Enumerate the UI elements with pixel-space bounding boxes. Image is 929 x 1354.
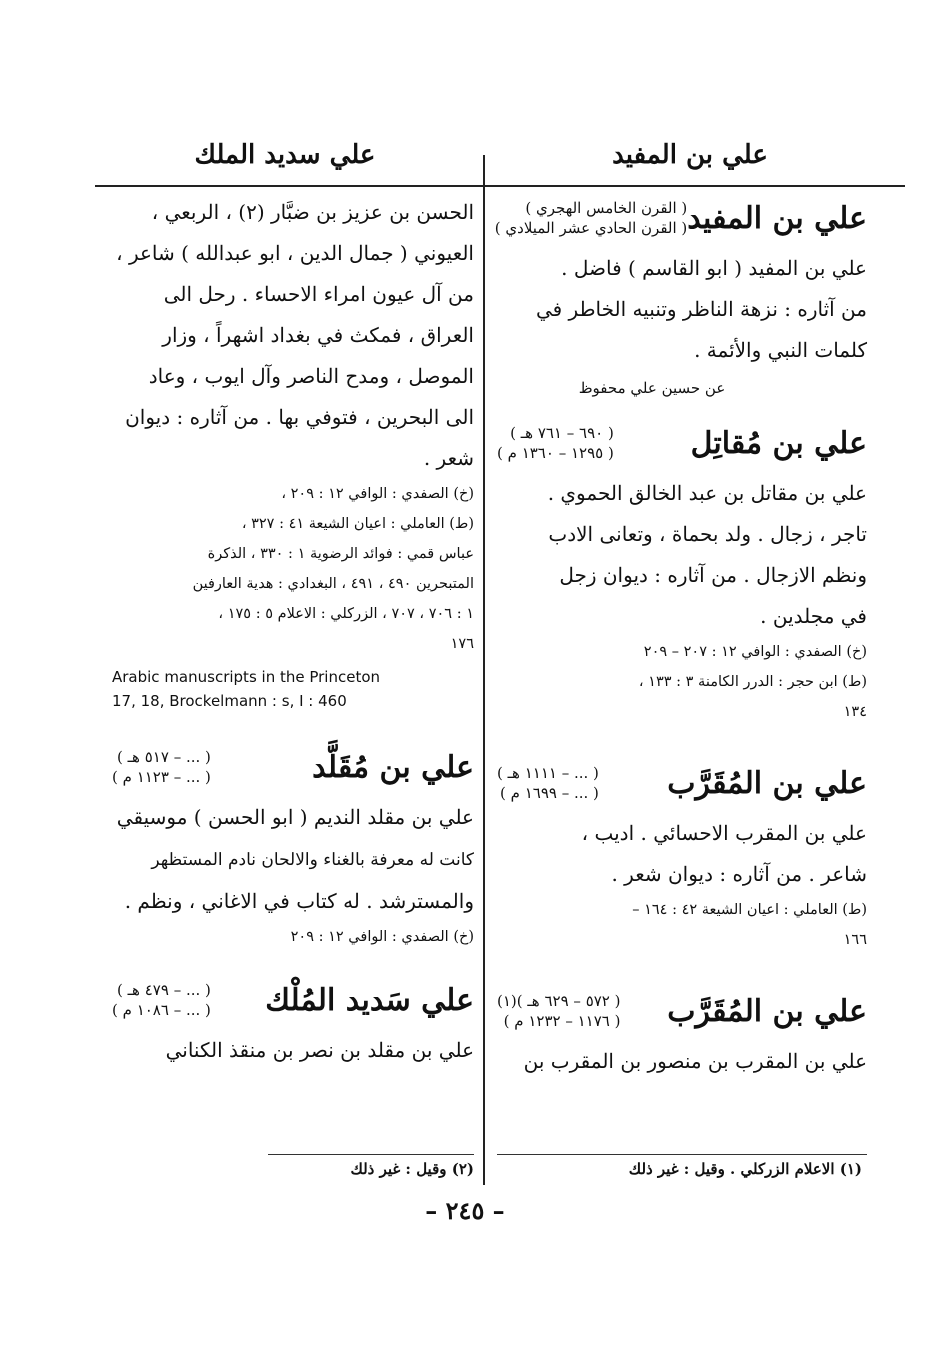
text-line: من آثاره : نزهة الناظر وتنبيه الخاطر في <box>535 297 867 321</box>
date-hijri: ( ... – ٤٧٩ هـ ) <box>117 981 211 999</box>
entry-heading <box>112 980 474 1020</box>
source-line: (ط) العاملي : اعيان الشيعة ٤٢ : ١٦٤ – <box>632 902 867 918</box>
page-number: – ٢٤٥ – <box>425 1196 505 1225</box>
spacer <box>112 952 474 974</box>
header-rule <box>95 185 905 187</box>
entry-text <box>112 797 474 922</box>
entry-author: عن حسين علي محفوظ <box>578 379 726 397</box>
date-gregorian: ( ... – ١٠٨٦ م ) <box>112 1001 211 1019</box>
source-line: ١ : ٧٠٦ ، ٧٠٧ ، الزركلي : الاعلام ٥ : ١٧٥ ، <box>218 606 474 622</box>
text-line: والمسترشد . له كتاب في الاغاني ، ونظم . <box>124 889 474 913</box>
entry-heading <box>112 747 474 787</box>
footnote-left: (٢) وقيل : غير ذلك <box>350 1160 474 1178</box>
latin-line: 17, 18, Brockelmann : s, I : 460 <box>112 692 347 710</box>
entry-text <box>112 1030 474 1071</box>
source-line: ١٣٤ <box>843 704 867 720</box>
running-header-left: علي سديد الملك <box>194 140 376 170</box>
date-gregorian: ( ١٢٩٥ – ١٣٦٠ م ) <box>497 444 614 462</box>
source-line: عباس قمي : فوائد الرضوية ١ : ٣٣٠ ، الذكرة <box>207 546 474 562</box>
text-line: العراق ، فمكث في بغداد اشهراً ، وزار <box>162 323 474 347</box>
entry-dates <box>497 763 599 803</box>
source-line: ١٧٦ <box>450 636 474 652</box>
source-line: (ط) العاملي : اعيان الشيعة ٤١ : ٣٢٧ ، <box>241 516 474 532</box>
text-line: العيوني ( جمال الدين ، ابو عبدالله ) شاعر ، <box>116 241 474 265</box>
text-line: من آل عيون امراء الاحساء . رحل الى <box>163 282 474 306</box>
date-hijri: ( ... – ٥١٧ هـ ) <box>117 748 211 766</box>
spacer <box>497 955 867 985</box>
date-gregorian: ( ... – ١١٢٣ م ) <box>112 768 211 786</box>
date-hijri: ( القرن الخامس الهجري ) <box>525 199 688 217</box>
source-line: (ط) ابن حجر : الدرر الكامنة ٣ : ١٣٣ ، <box>638 674 867 690</box>
entry-text <box>112 192 474 479</box>
entry-heading <box>497 991 867 1031</box>
entry-heading <box>494 198 867 238</box>
entry-dates <box>497 991 620 1031</box>
entry-text <box>497 813 867 895</box>
entry-sources <box>112 922 474 952</box>
entry-name: علي بن المُقَرَّب <box>667 765 867 801</box>
date-gregorian: ( ... – ١٦٩٩ م ) <box>500 784 599 802</box>
source-line: (خ) الصفدي : الوافي ١٢ : ٢٠٩ <box>290 929 474 945</box>
entry-dates <box>112 747 211 787</box>
text-line: علي بن مقلد بن نصر بن منقذ الكناني <box>165 1038 474 1062</box>
text-line: شاعر . من آثاره : ديوان شعر . <box>611 862 867 886</box>
entry-name: علي بن المُقَرَّب <box>667 993 867 1029</box>
right-column <box>494 192 867 1082</box>
text-line: ونظم الازجال . من آثاره : ديوان زجل <box>559 563 867 587</box>
entry-text <box>497 248 867 371</box>
text-line: علي بن المفيد ( ابو القاسم ) فاضل . <box>561 256 867 280</box>
text-line: كلمات النبي والأئمة . <box>694 338 867 362</box>
date-gregorian: ( ١١٧٦ – ١٢٣٢ م ) <box>503 1012 621 1030</box>
latin-sources <box>112 665 474 713</box>
entry-sources <box>497 895 867 955</box>
footnote-rule <box>268 1154 474 1155</box>
entry-sources <box>112 479 474 659</box>
date-hijri: ( ٦٩٠ – ٧٦١ هـ ) <box>510 424 614 442</box>
entry-name: علي بن المفيد <box>687 200 867 236</box>
text-line: الحسن بن عزيز بن ضبَّار (٢) ، الربعي ، <box>151 200 474 224</box>
running-header-right: علي بن المفيد <box>612 140 768 170</box>
source-line: المتبحرين ٤٩٠ ، ٤٩١ ، البغدادي : هدية العارفين <box>192 576 474 592</box>
left-column <box>112 192 474 1071</box>
text-line: علي بن مقاتل بن عبد الخالق الحموي . <box>547 481 867 505</box>
text-line: شعر . <box>423 446 474 470</box>
text-line: الموصل ، ومدح الناصر وآل ايوب ، وعاد <box>148 364 474 388</box>
text-line: كانت له معرفة بالغناء والالحان نادم المستظهر <box>151 850 474 870</box>
date-hijri: ( ... – ١١١١ هـ ) <box>497 764 599 782</box>
text-line: علي بن مقلد النديم ( ابو الحسن ) موسيقي <box>116 805 474 829</box>
text-line: تاجر ، زجال . ولد بحماة ، وتعانى الادب <box>548 522 867 546</box>
entry-heading <box>497 423 867 463</box>
date-gregorian: ( القرن الحادي عشر الميلادي ) <box>494 219 688 237</box>
text-line: الى البحرين ، فتوفي بها . من آثاره : ديوان <box>125 405 474 429</box>
entry-dates <box>112 980 211 1020</box>
entry-text <box>497 473 867 637</box>
entry-dates <box>497 423 614 463</box>
entry-text <box>497 1041 867 1082</box>
footnote-right: (١) الاعلام الزركلي . وقيل : غير ذلك <box>628 1160 862 1178</box>
text-line: في مجلدين . <box>760 604 867 628</box>
entry-name: علي سَديد المُلْك <box>265 982 474 1018</box>
latin-line: Arabic manuscripts in the Princeton <box>112 668 381 686</box>
source-line: ١٦٦ <box>843 932 867 948</box>
entry-sources <box>497 637 867 727</box>
entry-dates <box>495 198 688 238</box>
entry-name: علي بن مُقاتِل <box>690 425 867 461</box>
date-hijri: ( ٥٧٢ – ٦٢٩ هـ )(١) <box>497 992 621 1010</box>
text-line: علي بن المقرب الاحسائي . اديب ، <box>581 821 867 845</box>
spacer <box>497 727 867 757</box>
text-line: علي بن المقرب بن منصور بن المقرب بن <box>523 1049 867 1073</box>
source-line: (خ) الصفدي : الوافي ١٢ : ٢٠٧ – ٢٠٩ <box>643 644 867 660</box>
source-line: (خ) الصفدي : الوافي ١٢ : ٢٠٩ ، <box>281 486 474 502</box>
footnote-rule <box>497 1154 867 1155</box>
entry-name: علي بن مُقَلَّد <box>312 749 474 785</box>
column-divider <box>483 155 485 1185</box>
entry-heading <box>497 763 867 803</box>
